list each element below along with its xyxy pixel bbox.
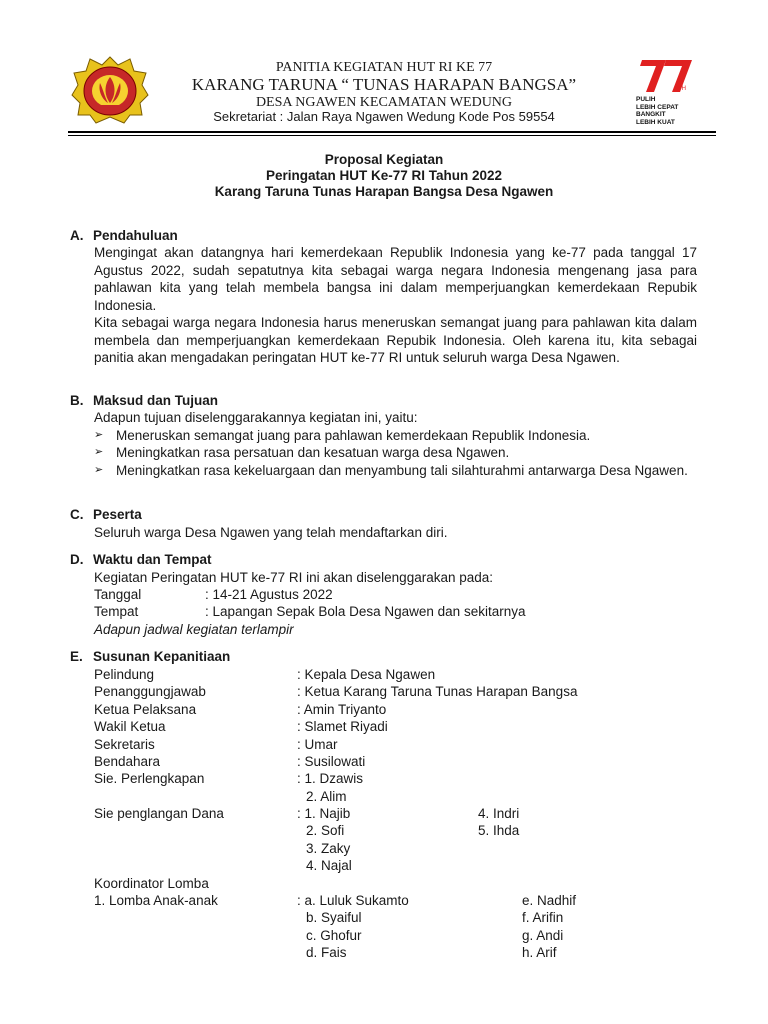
arrow-bullet-icon: ➢ [94, 464, 104, 476]
list-item: ➢ Meneruskan semangat juang para pahlawan kemerdekaan Republik Indonesia. [94, 428, 591, 443]
logo-77-graphic [636, 56, 700, 96]
member-name: 2. Sofi [306, 823, 345, 838]
role-label: Pelindung [94, 667, 155, 682]
member-name: b. Syaiful [306, 910, 362, 925]
member-name: : 1. Dzawis [297, 771, 364, 786]
proposal-subtitle: Peringatan HUT Ke-77 RI Tahun 2022 [265, 168, 503, 183]
member-name: : a. Luluk Sukamto [297, 893, 409, 908]
member-name: : 1. Najib [297, 806, 351, 821]
secretariat-address: Sekretariat : Jalan Raya Ngawen Wedung Kode Pos 59554 [213, 109, 555, 124]
member-name: 4. Indri [478, 806, 520, 821]
lomba-label: Koordinator Lomba [94, 876, 209, 891]
member-name: d. Fais [306, 945, 347, 960]
section-a-paragraph-2: Kita sebagai warga negara Indonesia harus meneruskan semangat juang para pahlawan kita dalam membela dan memperjuangkan kemerdekaan Repubik Indonesia. Oleh karena itu, kita sebagai panitia akan mengadakan peringatan HUT ke-77 RI untuk seluruh warga Desa Ngawen. [94, 315, 697, 365]
role-label: Bendahara [94, 754, 161, 769]
role-label: Penanggungjawab [94, 684, 206, 699]
hut-ri-77-logo [636, 56, 700, 128]
member-name: e. Nadhif [522, 893, 577, 908]
role-value: : Susilowati [297, 754, 366, 769]
arrow-bullet-icon: ➢ [94, 446, 104, 458]
member-name: f. Arifin [522, 910, 564, 925]
arrow-bullet-icon: ➢ [94, 429, 104, 441]
section-c-text: Seluruh warga Desa Ngawen yang telah mendaftarkan diri. [94, 525, 448, 540]
logo-tagline: PULIH [636, 96, 656, 103]
dana-label: Sie penglangan Dana [94, 806, 224, 821]
schedule-note: Adapun jadwal kegiatan terlampir [94, 622, 294, 637]
member-name: 3. Zaky [306, 841, 351, 856]
role-label: Ketua Pelaksana [94, 702, 197, 717]
role-value: : Slamet Riyadi [297, 719, 388, 734]
lomba-anak-label: 1. Lomba Anak-anak [94, 893, 218, 908]
role-value: : Amin Triyanto [297, 702, 387, 717]
perlengkapan-label: Sie. Perlengkapan [94, 771, 205, 786]
section-c-heading: C. Peserta [70, 507, 142, 522]
member-name: h. Arif [522, 945, 557, 960]
section-a-heading: A. Pendahuluan [70, 228, 178, 243]
list-item: ➢ Meningkatkan rasa persatuan dan kesatuan warga desa Ngawen. [94, 445, 510, 460]
committee-name: PANITIA KEGIATAN HUT RI KE 77 [275, 60, 493, 75]
tempat-label: Tempat [94, 604, 139, 619]
letterhead-rule-thin [68, 135, 716, 136]
tempat-value: : Lapangan Sepak Bola Desa Ngawen dan sekitarnya [205, 604, 526, 619]
letterhead-rule [68, 131, 716, 133]
tanggal-label: Tanggal [94, 587, 142, 602]
member-name: c. Ghofur [306, 928, 362, 943]
section-d-heading: D. Waktu dan Tempat [70, 552, 212, 567]
section-b-heading: B. Maksud dan Tujuan [70, 393, 219, 408]
list-item: ➢ Meningkatkan rasa kekeluargaan dan menyambung tali silahturahmi antarwarga Desa Ngawen. [94, 463, 688, 478]
role-label: Sekretaris [94, 737, 155, 752]
member-name: 5. Ihda [478, 823, 520, 838]
village-name: DESA NGAWEN KECAMATAN WEDUNG [255, 95, 513, 110]
proposal-organization: Karang Taruna Tunas Harapan Bangsa Desa Ngawen [214, 184, 554, 199]
logo-th-text: TH [678, 86, 686, 92]
member-name: 2. Alim [306, 789, 347, 804]
role-value: : Kepala Desa Ngawen [297, 667, 436, 682]
tanggal-value: : 14-21 Agustus 2022 [205, 587, 333, 602]
member-name: 4. Najal [306, 858, 352, 873]
section-d-intro: Kegiatan Peringatan HUT ke-77 RI ini akan diselenggarakan pada: [94, 570, 494, 585]
role-label: Wakil Ketua [94, 719, 166, 734]
organization-name: KARANG TARUNA “ TUNAS HARAPAN BANGSA” [191, 75, 577, 94]
section-e-heading: E. Susunan Kepanitiaan [70, 649, 231, 664]
logo-tagline: LEBIH CEPAT [636, 103, 679, 111]
karang-taruna-emblem [70, 55, 150, 125]
role-value: : Umar [297, 737, 338, 752]
logo-tagline: BANGKIT [636, 111, 666, 118]
section-b-intro: Adapun tujuan diselenggarakannya kegiatan ini, yaitu: [94, 410, 418, 425]
section-a-paragraph-1: Mengingat akan datangnya hari kemerdekaan Republik Indonesia yang ke-77 pada tanggal 17 Agustus 2022, sudah sepatutnya kita sebagai warga negara Indonesia mengenang jasa para pahlawan kita yang telah membela bangsa ini dalam memperjuangkan kemerdekaan Repubik Indonesia. [94, 245, 697, 313]
proposal-title: Proposal Kegiatan [324, 152, 444, 167]
member-name: g. Andi [522, 928, 564, 943]
role-value: : Ketua Karang Taruna Tunas Harapan Bangsa [297, 684, 578, 699]
logo-tagline: LEBIH KUAT [636, 118, 675, 126]
